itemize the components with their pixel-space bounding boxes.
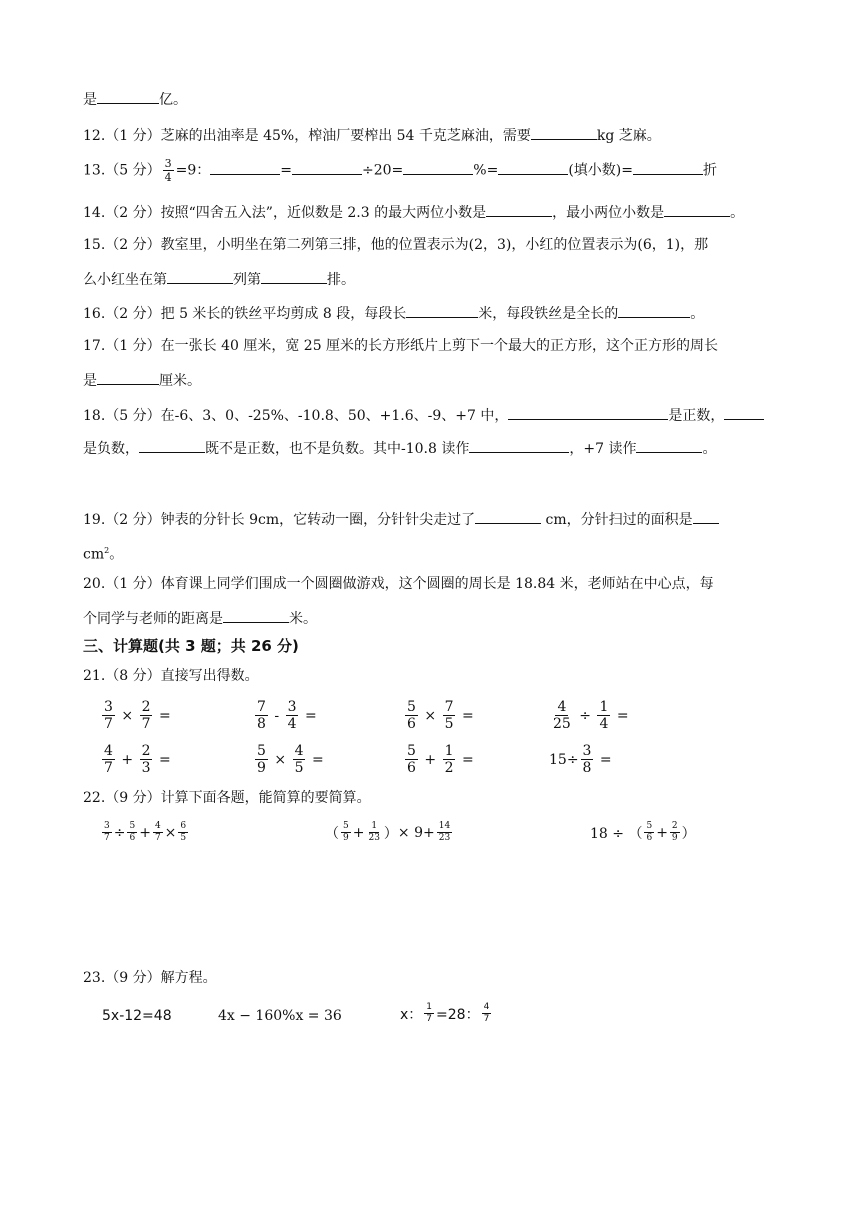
fraction: $\frac{3}{8}$ xyxy=(582,743,592,776)
question-12 xyxy=(83,124,661,146)
expression-2: （ $\frac{5}{9}$ + $\frac{1}{23}$ ） × 9+ $\frac{14}{23}$ xyxy=(325,821,451,843)
question-text-tail: kg 芝麻。 xyxy=(596,128,661,144)
fraction: $\frac{5}{9}$ xyxy=(257,743,266,776)
calc-item: 15÷ $\frac{3}{8}$ = xyxy=(549,743,612,776)
question-15 xyxy=(83,235,708,255)
equation-2: 4x − 160%x = 36 xyxy=(218,1008,342,1024)
answer-blank[interactable] xyxy=(664,201,730,217)
question-text: 体育课上同学们围成一个圆圈做游戏，这个圆圈的周长是 18.84 米，老师站在中心点，每 xyxy=(160,576,714,592)
answer-blank[interactable] xyxy=(531,124,597,140)
answer-blank[interactable] xyxy=(486,201,552,217)
question-points: （9 分） xyxy=(105,790,161,806)
question-number: 20. xyxy=(83,576,106,592)
question-17-line2: 是 厘米。 xyxy=(83,369,201,391)
fraction: $\frac{7}{5}$ xyxy=(444,699,454,732)
answer-blank[interactable] xyxy=(139,437,205,453)
section-heading: 三、计算题(共 3 题；共 26 分) xyxy=(83,637,299,655)
fraction: $\frac{5}{6}$ xyxy=(407,699,416,732)
answer-blank[interactable] xyxy=(498,159,568,175)
answer-blank[interactable] xyxy=(97,369,159,385)
question-text: 解方程。 xyxy=(160,970,217,986)
question-points: （8 分） xyxy=(105,668,161,684)
question-13: 13.（5 分） $\frac{3}{4}$ =9： = ÷20= %= (填小数)= 折 xyxy=(83,157,717,184)
equation-3: x： $\frac{1}{7}$ =28： $\frac{4}{7}$ xyxy=(400,1002,490,1024)
answer-blank[interactable] xyxy=(223,607,289,623)
question-20 xyxy=(83,574,714,594)
question-16: 16.（2 分）把 5 米长的铁丝平均剪成 8 段，每段长 米，每段铁丝是全长的 。 xyxy=(83,302,704,324)
question-number: 17. xyxy=(83,338,106,354)
expression-3: 18 ÷ （ $\frac{5}{6}$ + $\frac{2}{9}$ ） xyxy=(590,821,696,843)
question-21 xyxy=(83,666,259,686)
answer-blank[interactable] xyxy=(210,159,280,175)
calc-item: $\frac{5}{9}$ × $\frac{4}{5}$ = xyxy=(257,743,324,776)
question-text: 教室里，小明坐在第二列第三排，他的位置表示为(2，3)，小红的位置表示为(6，1)，那 xyxy=(160,237,709,253)
question-points: （5 分） xyxy=(105,408,161,424)
question-points: （1 分） xyxy=(105,576,161,592)
answer-blank[interactable] xyxy=(406,302,478,318)
answer-blank[interactable] xyxy=(292,159,362,175)
fraction: $\frac{7}{8}$ xyxy=(257,699,266,732)
q11-tail: 亿。 xyxy=(159,92,187,108)
answer-blank[interactable] xyxy=(618,302,690,318)
fraction: $\frac{1}{4}$ xyxy=(599,699,609,732)
question-points: （9 分） xyxy=(105,970,161,986)
calc-item: $\frac{3}{7}$ × $\frac{2}{7}$ = xyxy=(104,699,171,732)
question-20-line2: 个同学与老师的距离是 米。 xyxy=(83,607,317,629)
question-points: （2 分） xyxy=(105,306,161,322)
expression-1: $\frac{3}{7}$ ÷ $\frac{5}{6}$ + $\frac{4}{7}$ × $\frac{6}{5}$ xyxy=(104,821,187,843)
question-19: 19.（2 分）钟表的分针长 9cm，它转动一圈，分针针尖走过了 cm，分针扫过的面积是 xyxy=(83,508,719,530)
question-text: 钟表的分针长 9cm，它转动一圈，分针针尖走过了 xyxy=(160,512,476,528)
fraction: $\frac{4}{7}$ xyxy=(104,743,113,776)
question-points: （2 分） xyxy=(105,237,161,253)
question-number: 19. xyxy=(83,512,106,528)
fraction: $\frac{2}{7}$ xyxy=(141,699,151,732)
question-number: 12. xyxy=(83,128,106,144)
fraction: $\frac{4}{5}$ xyxy=(294,743,304,776)
answer-blank[interactable] xyxy=(724,404,764,420)
answer-blank[interactable] xyxy=(403,159,473,175)
calc-item: $\frac{5}{6}$ + $\frac{1}{2}$ = xyxy=(407,743,474,776)
answer-blank[interactable] xyxy=(636,437,702,453)
question-points: （1 分） xyxy=(105,128,161,144)
answer-blank[interactable] xyxy=(475,508,541,524)
question-text: 把 5 米长的铁丝平均剪成 8 段，每段长 xyxy=(160,306,407,322)
q11-continuation xyxy=(83,88,187,110)
fraction: $\frac{1}{2}$ xyxy=(444,743,454,776)
question-18: 18.（5 分）在-6、3、0、-25%、-10.8、50、+1.6、-9、+7 中， 是正数， xyxy=(83,404,764,426)
calc-item: $\frac{4}{7}$ + $\frac{2}{3}$ = xyxy=(104,743,171,776)
question-18-line2: 是负数， 既不是正数，也不是负数。其中-10.8 读作 ，+7 读作 。 xyxy=(83,437,716,459)
question-text: 在-6、3、0、-25%、-10.8、50、+1.6、-9、+7 中， xyxy=(160,408,509,424)
question-number: 22. xyxy=(83,790,106,806)
answer-blank[interactable] xyxy=(633,159,703,175)
question-text: 芝麻的出油率是 45%，榨油厂要榨出 54 千克芝麻油，需要 xyxy=(160,128,531,144)
q11-text: 是 xyxy=(83,92,97,108)
fraction: $\frac{5}{6}$ xyxy=(407,743,416,776)
fraction: $\frac{3}{7}$ xyxy=(104,699,113,732)
question-19-line2: $cm^2$。 xyxy=(83,546,124,563)
answer-blank[interactable] xyxy=(97,88,159,104)
answer-blank[interactable] xyxy=(469,437,569,453)
question-text: 计算下面各题，能简算的要简算。 xyxy=(160,790,371,806)
question-number: 15. xyxy=(83,237,106,253)
question-points: （2 分） xyxy=(105,205,161,221)
question-number: 13. xyxy=(83,162,106,179)
calc-item: $\frac{5}{6}$ × $\frac{7}{5}$ = xyxy=(407,699,474,732)
question-text: 直接写出得数。 xyxy=(160,668,259,684)
question-number: 23. xyxy=(83,970,106,986)
question-17 xyxy=(83,336,718,356)
equation-1: 5x-12=48 xyxy=(102,1008,172,1024)
answer-blank[interactable] xyxy=(261,268,327,284)
fraction: $\frac{3}{4}$ xyxy=(287,699,297,732)
calc-item: $\frac{4}{25}$ ÷ $\frac{1}{4}$ = xyxy=(553,699,629,732)
question-23 xyxy=(83,968,217,988)
question-22 xyxy=(83,788,371,808)
question-text: 按照“四舍五入法”，近似数是 2.3 的最大两位小数是 xyxy=(160,205,487,221)
answer-blank[interactable] xyxy=(167,268,233,284)
question-15-line2: 么小红坐在第 列第 排。 xyxy=(83,268,355,290)
question-points: （5 分） xyxy=(105,162,161,179)
question-number: 18. xyxy=(83,408,106,424)
question-number: 16. xyxy=(83,306,106,322)
question-number: 21. xyxy=(83,668,106,684)
answer-blank[interactable] xyxy=(508,404,668,420)
question-text: 在一张长 40 厘米，宽 25 厘米的长方形纸片上剪下一个最大的正方形，这个正方形的周长 xyxy=(160,338,719,354)
question-14: 14.（2 分）按照“四舍五入法”，近似数是 2.3 的最大两位小数是 ，最小两位小数是 。 xyxy=(83,201,744,223)
fraction: $\frac{3}{4}$ xyxy=(164,157,172,184)
question-points: （2 分） xyxy=(105,512,161,528)
fraction: $\frac{4}{25}$ xyxy=(553,699,571,732)
answer-blank[interactable] xyxy=(693,508,719,524)
superscript: 2 xyxy=(104,546,110,555)
fraction: $\frac{2}{3}$ xyxy=(141,743,151,776)
calc-item: $\frac{7}{8}$ - $\frac{3}{4}$ = xyxy=(257,699,317,732)
question-points: （1 分） xyxy=(105,338,161,354)
question-number: 14. xyxy=(83,205,106,221)
